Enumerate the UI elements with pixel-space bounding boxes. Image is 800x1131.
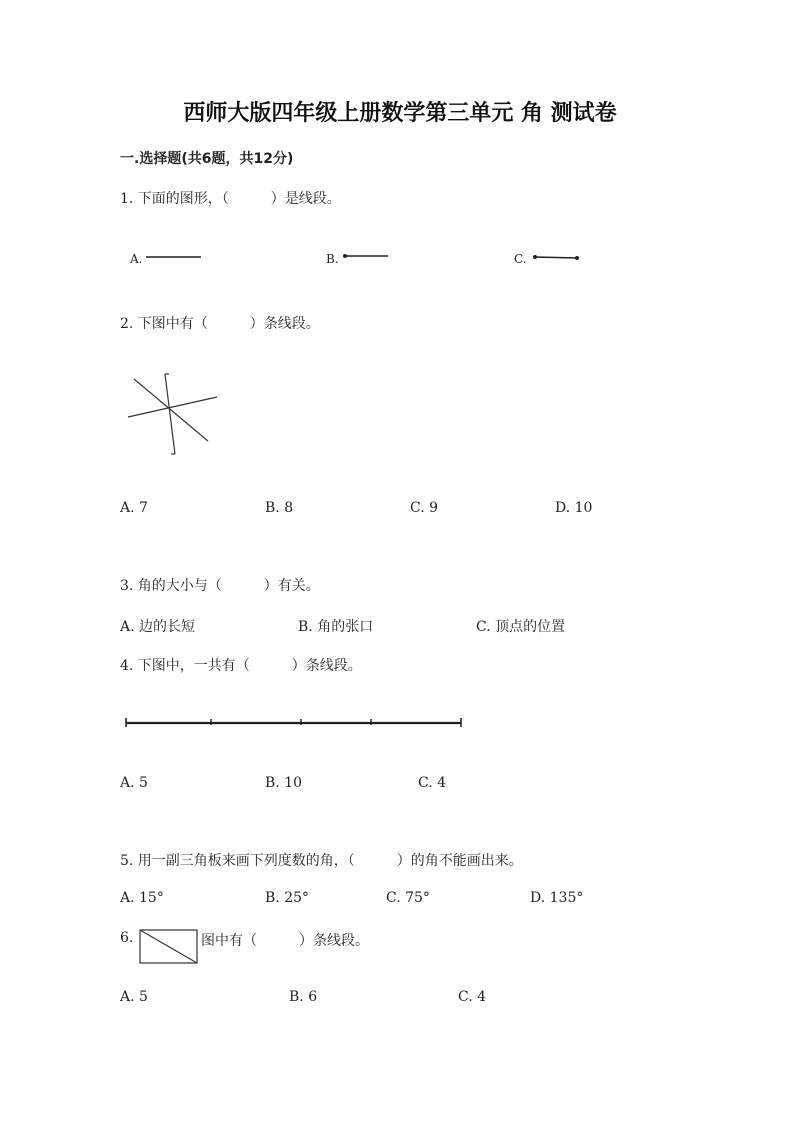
question-6-option-c: C. 4 — [458, 989, 487, 1005]
figure-q2-intersecting-lines — [120, 366, 240, 466]
figure-q6-rectangle-diagonal — [139, 929, 199, 965]
page-title: 西师大版四年级上册数学第三单元 角 测试卷 — [183, 101, 617, 126]
question-5-text: 5. 用一副三角板来画下列度数的角，（ ）的角不能画出来。 — [120, 853, 523, 869]
question-3-option-a: A. 边的长短 — [120, 619, 196, 635]
question-2-option-b: B. 8 — [265, 500, 294, 516]
question-3-option-b: B. 角的张口 — [298, 619, 374, 635]
question-2-option-a: A. 7 — [120, 500, 148, 516]
question-3-option-c: C. 顶点的位置 — [476, 619, 566, 635]
question-2-option-d: D. 10 — [555, 500, 593, 516]
question-6-number: 6. — [120, 930, 134, 946]
question-1-option-b: B. — [326, 252, 339, 266]
question-5-option-a: A. 15° — [120, 890, 164, 906]
question-2-text: 2. 下图中有（ ）条线段。 — [120, 316, 320, 332]
figure-q4-segments — [0, 710, 800, 740]
question-6-option-b: B. 6 — [289, 989, 318, 1005]
question-6-option-a: A. 5 — [120, 989, 148, 1005]
question-4-option-b: B. 10 — [265, 775, 303, 791]
section-heading: 一.选择题(共6题，共12分) — [120, 151, 294, 167]
question-2-option-c: C. 9 — [410, 500, 439, 516]
question-1-text: 1. 下面的图形，（ ）是线段。 — [120, 191, 341, 207]
question-5-option-b: B. 25° — [265, 890, 310, 906]
question-3-text: 3. 角的大小与（ ）有关。 — [120, 578, 320, 594]
question-4-option-a: A. 5 — [120, 775, 148, 791]
question-1-option-a: A. — [130, 252, 143, 266]
question-5-option-d: D. 135° — [530, 890, 584, 906]
figure-q1-c-segment — [0, 240, 800, 280]
question-4-text: 4. 下图中，一共有（ ）条线段。 — [120, 658, 362, 674]
question-4-option-c: C. 4 — [418, 775, 447, 791]
question-5-option-c: C. 75° — [386, 890, 430, 906]
question-1-option-c: C. — [514, 252, 527, 266]
question-6-text: 图中有（ ）条线段。 — [201, 933, 369, 949]
